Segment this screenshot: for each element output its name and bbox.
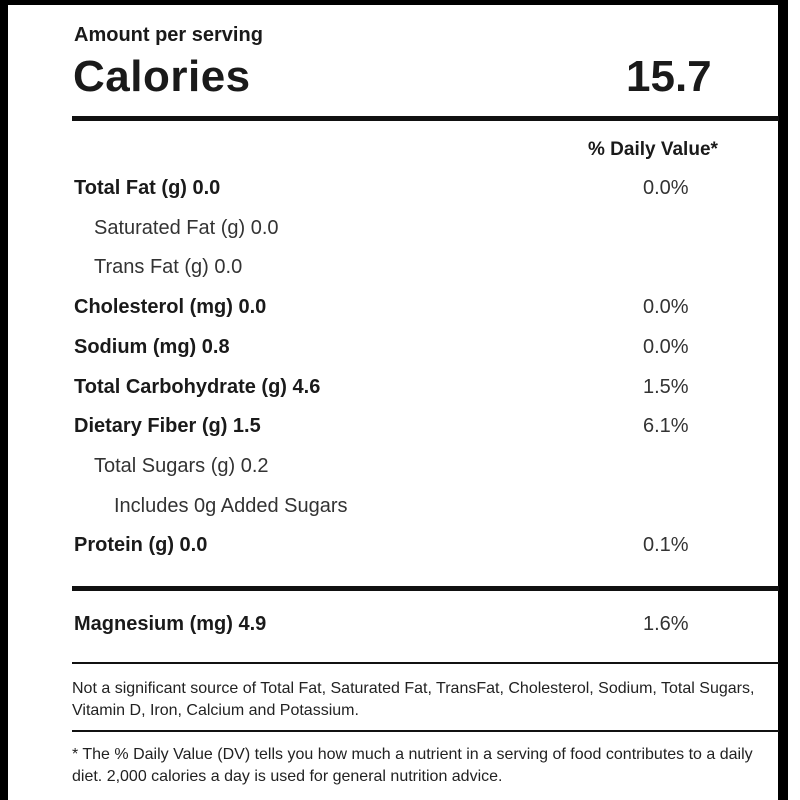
nutrient-label: Sodium (mg) 0.8 bbox=[74, 335, 230, 358]
nutrient-row bbox=[0, 177, 778, 207]
nutrient-label: Protein (g) 0.0 bbox=[74, 534, 208, 557]
nutrient-daily-value: 6.1% bbox=[643, 415, 689, 438]
minerals-divider bbox=[72, 662, 779, 664]
nutrient-row bbox=[0, 455, 778, 485]
nutrient-row bbox=[0, 613, 778, 643]
nutrient-daily-value: 0.0% bbox=[643, 177, 689, 199]
nutrient-daily-value: 0.1% bbox=[643, 534, 689, 557]
nutrient-label: Includes 0g Added Sugars bbox=[114, 494, 348, 517]
nutrient-daily-value: 1.6% bbox=[643, 613, 689, 635]
nutrient-label: Trans Fat (g) 0.0 bbox=[94, 256, 243, 279]
calories-label: Calories bbox=[73, 52, 251, 101]
nutrient-label: Cholesterol (mg) 0.0 bbox=[74, 296, 267, 319]
nutrient-label: Total Sugars (g) 0.2 bbox=[94, 454, 269, 477]
nutrient-label: Total Fat (g) 0.0 bbox=[74, 177, 221, 199]
daily-value-header: % Daily Value* bbox=[588, 139, 718, 160]
nutrient-row bbox=[0, 217, 778, 247]
nutrient-row bbox=[0, 376, 778, 406]
nutrients-divider bbox=[72, 586, 779, 591]
nutrient-row bbox=[0, 534, 778, 564]
nutrient-daily-value: 0.0% bbox=[643, 335, 689, 358]
amount-per-serving-label: Amount per serving bbox=[74, 24, 263, 46]
nutrient-row bbox=[0, 256, 778, 286]
frame-border-right bbox=[778, 0, 788, 800]
nutrient-row bbox=[0, 296, 778, 326]
not-significant-note: Not a significant source of Total Fat, Saturated Fat, TransFat, Cholesterol, Sodium, Total Sugars, Vitamin D, Iron, Calcium and Potassium. bbox=[72, 680, 755, 719]
nutrient-row bbox=[0, 415, 778, 445]
nutrient-daily-value: 1.5% bbox=[643, 375, 689, 398]
nutrient-label: Saturated Fat (g) 0.0 bbox=[94, 216, 279, 239]
nutrient-daily-value: 0.0% bbox=[643, 296, 689, 319]
nutrient-label: Magnesium (mg) 4.9 bbox=[74, 613, 267, 635]
daily-value-footnote: * The % Daily Value (DV) tells you how much a nutrient in a serving of food contributes to a daily diet. 2,000 calories a day is used for general nutrition advice. bbox=[72, 746, 753, 785]
calories-value: 15.7 bbox=[626, 52, 712, 101]
frame-border-top bbox=[0, 0, 788, 5]
calories-divider bbox=[72, 116, 779, 121]
footnote-divider bbox=[72, 730, 779, 732]
nutrient-row bbox=[0, 495, 778, 525]
nutrient-label: Total Carbohydrate (g) 4.6 bbox=[74, 375, 321, 398]
nutrient-row bbox=[0, 336, 778, 366]
nutrient-label: Dietary Fiber (g) 1.5 bbox=[74, 415, 261, 438]
